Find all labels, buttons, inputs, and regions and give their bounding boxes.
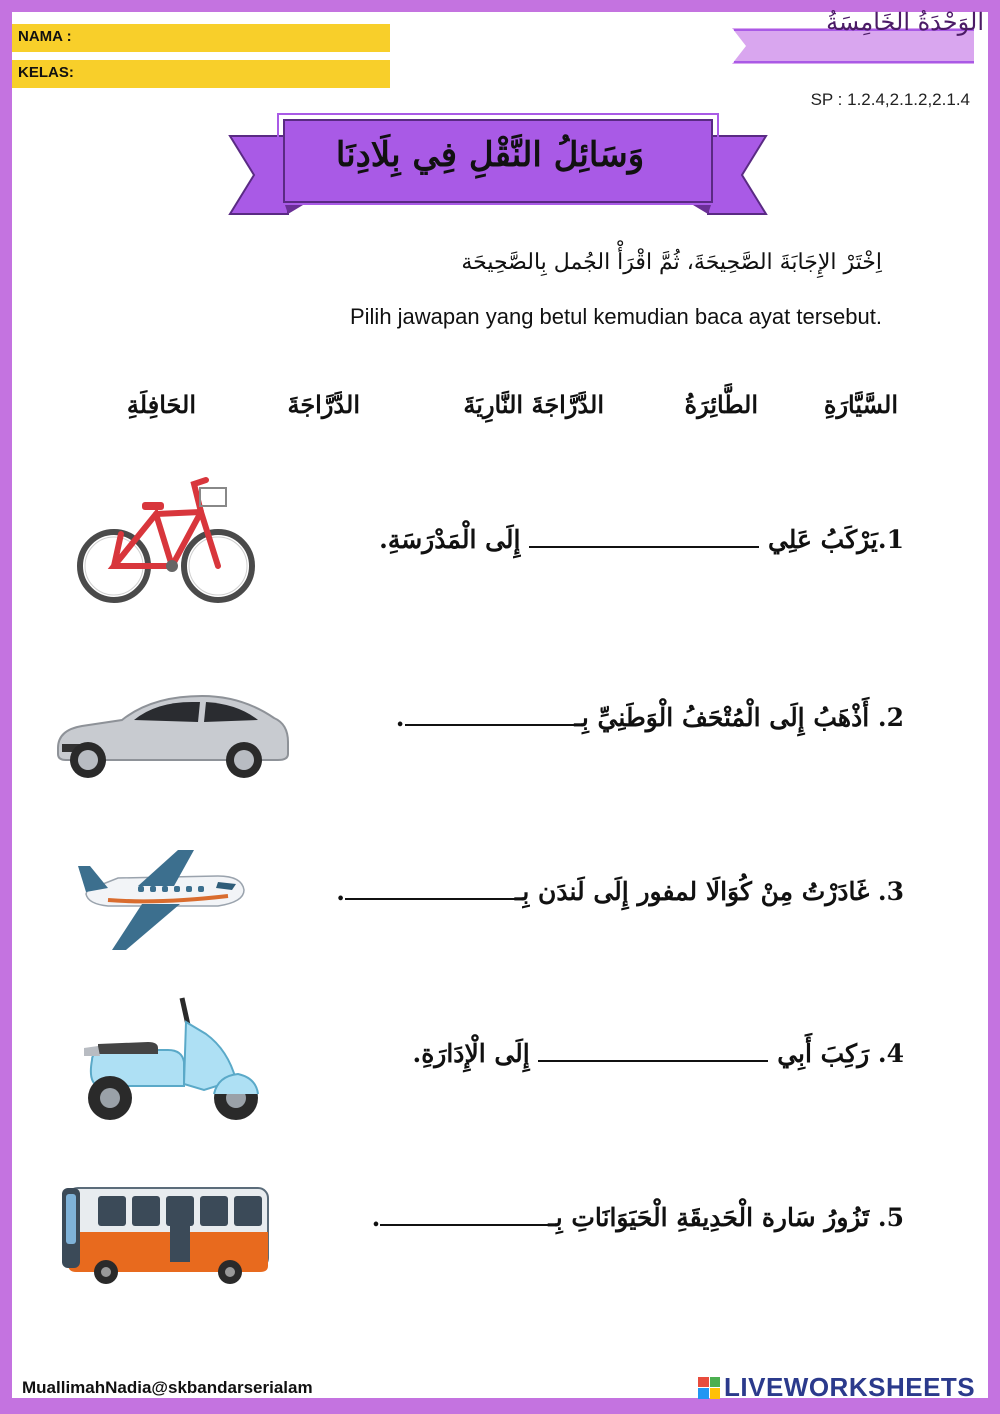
question-text-after: . — [395, 703, 405, 732]
word-bank-item[interactable]: السَّيَّارَةِ — [823, 390, 898, 419]
question-text-before: غَادَرْتُ مِنْ كُوَالَا لمفور إِلَى لَندَن بِـ — [515, 877, 870, 906]
answer-blank[interactable] — [405, 698, 575, 726]
word-bank-item[interactable]: الحَافِلَةِ — [126, 390, 196, 419]
question-text-before: تَزُورُ سَارة الْحَدِيقَةِ الْحَيَوَانَاتِ بِـ — [548, 1203, 870, 1232]
question-number: 3. — [877, 877, 904, 906]
question-4 — [412, 1034, 904, 1068]
car-icon — [52, 688, 292, 780]
answer-blank[interactable] — [538, 1034, 768, 1062]
brand-name: LIVEWORKSHEETS — [724, 1372, 976, 1402]
question-text-before: يَرْكَبُ عَلِي — [767, 525, 878, 554]
liveworksheets-brand[interactable] — [698, 1372, 975, 1403]
question-text-before: رَكِبَ أَبِي — [777, 1039, 870, 1068]
scooter-icon — [78, 994, 262, 1124]
name-label: NAMA : — [18, 28, 72, 45]
question-1 — [379, 520, 904, 554]
instruction-arabic: اِخْتَرْ الإِجَابَةَ الصَّحِيحَةَ، ثُمَّ اقْرَأْ الجُمل بِالصَّحِيحَة — [461, 250, 882, 275]
answer-blank[interactable] — [380, 1198, 548, 1226]
instruction-malay: Pilih jawapan yang betul kemudian baca ayat tersebut. — [349, 304, 882, 329]
worksheet-title: وَسَائِلُ النَّقْلِ فِي بِلَادِنَا — [335, 135, 645, 175]
question-2 — [396, 698, 904, 732]
author-credit: MuallimahNadia@skbandarserialam — [22, 1378, 313, 1397]
standard-codes: SP : 1.2.4,2.1.2,2.1.4 — [810, 90, 970, 109]
question-text-after: إِلَى الْإِدَارَةِ. — [412, 1039, 530, 1068]
word-bank-item[interactable]: الدَّرَّاجَةَ النَّارِيَةَ — [463, 390, 604, 419]
class-label: KELAS: — [18, 64, 74, 81]
question-text-after: . — [371, 1203, 381, 1232]
unit-title: الوَحْدَةُ الخَامِسَةُ — [826, 8, 984, 36]
liveworksheets-logo-icon — [698, 1377, 720, 1399]
question-number: 5. — [877, 1203, 904, 1232]
question-text-before: أَذْهَبُ إِلَى الْمُتْحَفُ الْوَطَنِيِّ بِـ — [574, 703, 870, 732]
question-number: 4. — [877, 1039, 904, 1068]
bicycle-icon — [76, 474, 256, 608]
question-5 — [372, 1198, 904, 1232]
question-3 — [336, 872, 904, 906]
question-text-after: إِلَى الْمَدْرَسَةِ. — [379, 525, 521, 554]
answer-blank[interactable] — [529, 520, 759, 548]
question-number: 2. — [877, 703, 904, 732]
question-text-after: . — [336, 877, 346, 906]
word-bank-item[interactable]: الدَّرَّاجَةَ — [287, 390, 360, 419]
bus-icon — [58, 1182, 272, 1284]
airplane-icon — [78, 846, 246, 956]
class-field[interactable] — [12, 60, 390, 88]
name-field[interactable] — [12, 24, 390, 52]
question-number: 1. — [877, 525, 904, 554]
answer-blank[interactable] — [345, 872, 515, 900]
word-bank-item[interactable]: الطَّائِرَةُ — [684, 390, 758, 419]
